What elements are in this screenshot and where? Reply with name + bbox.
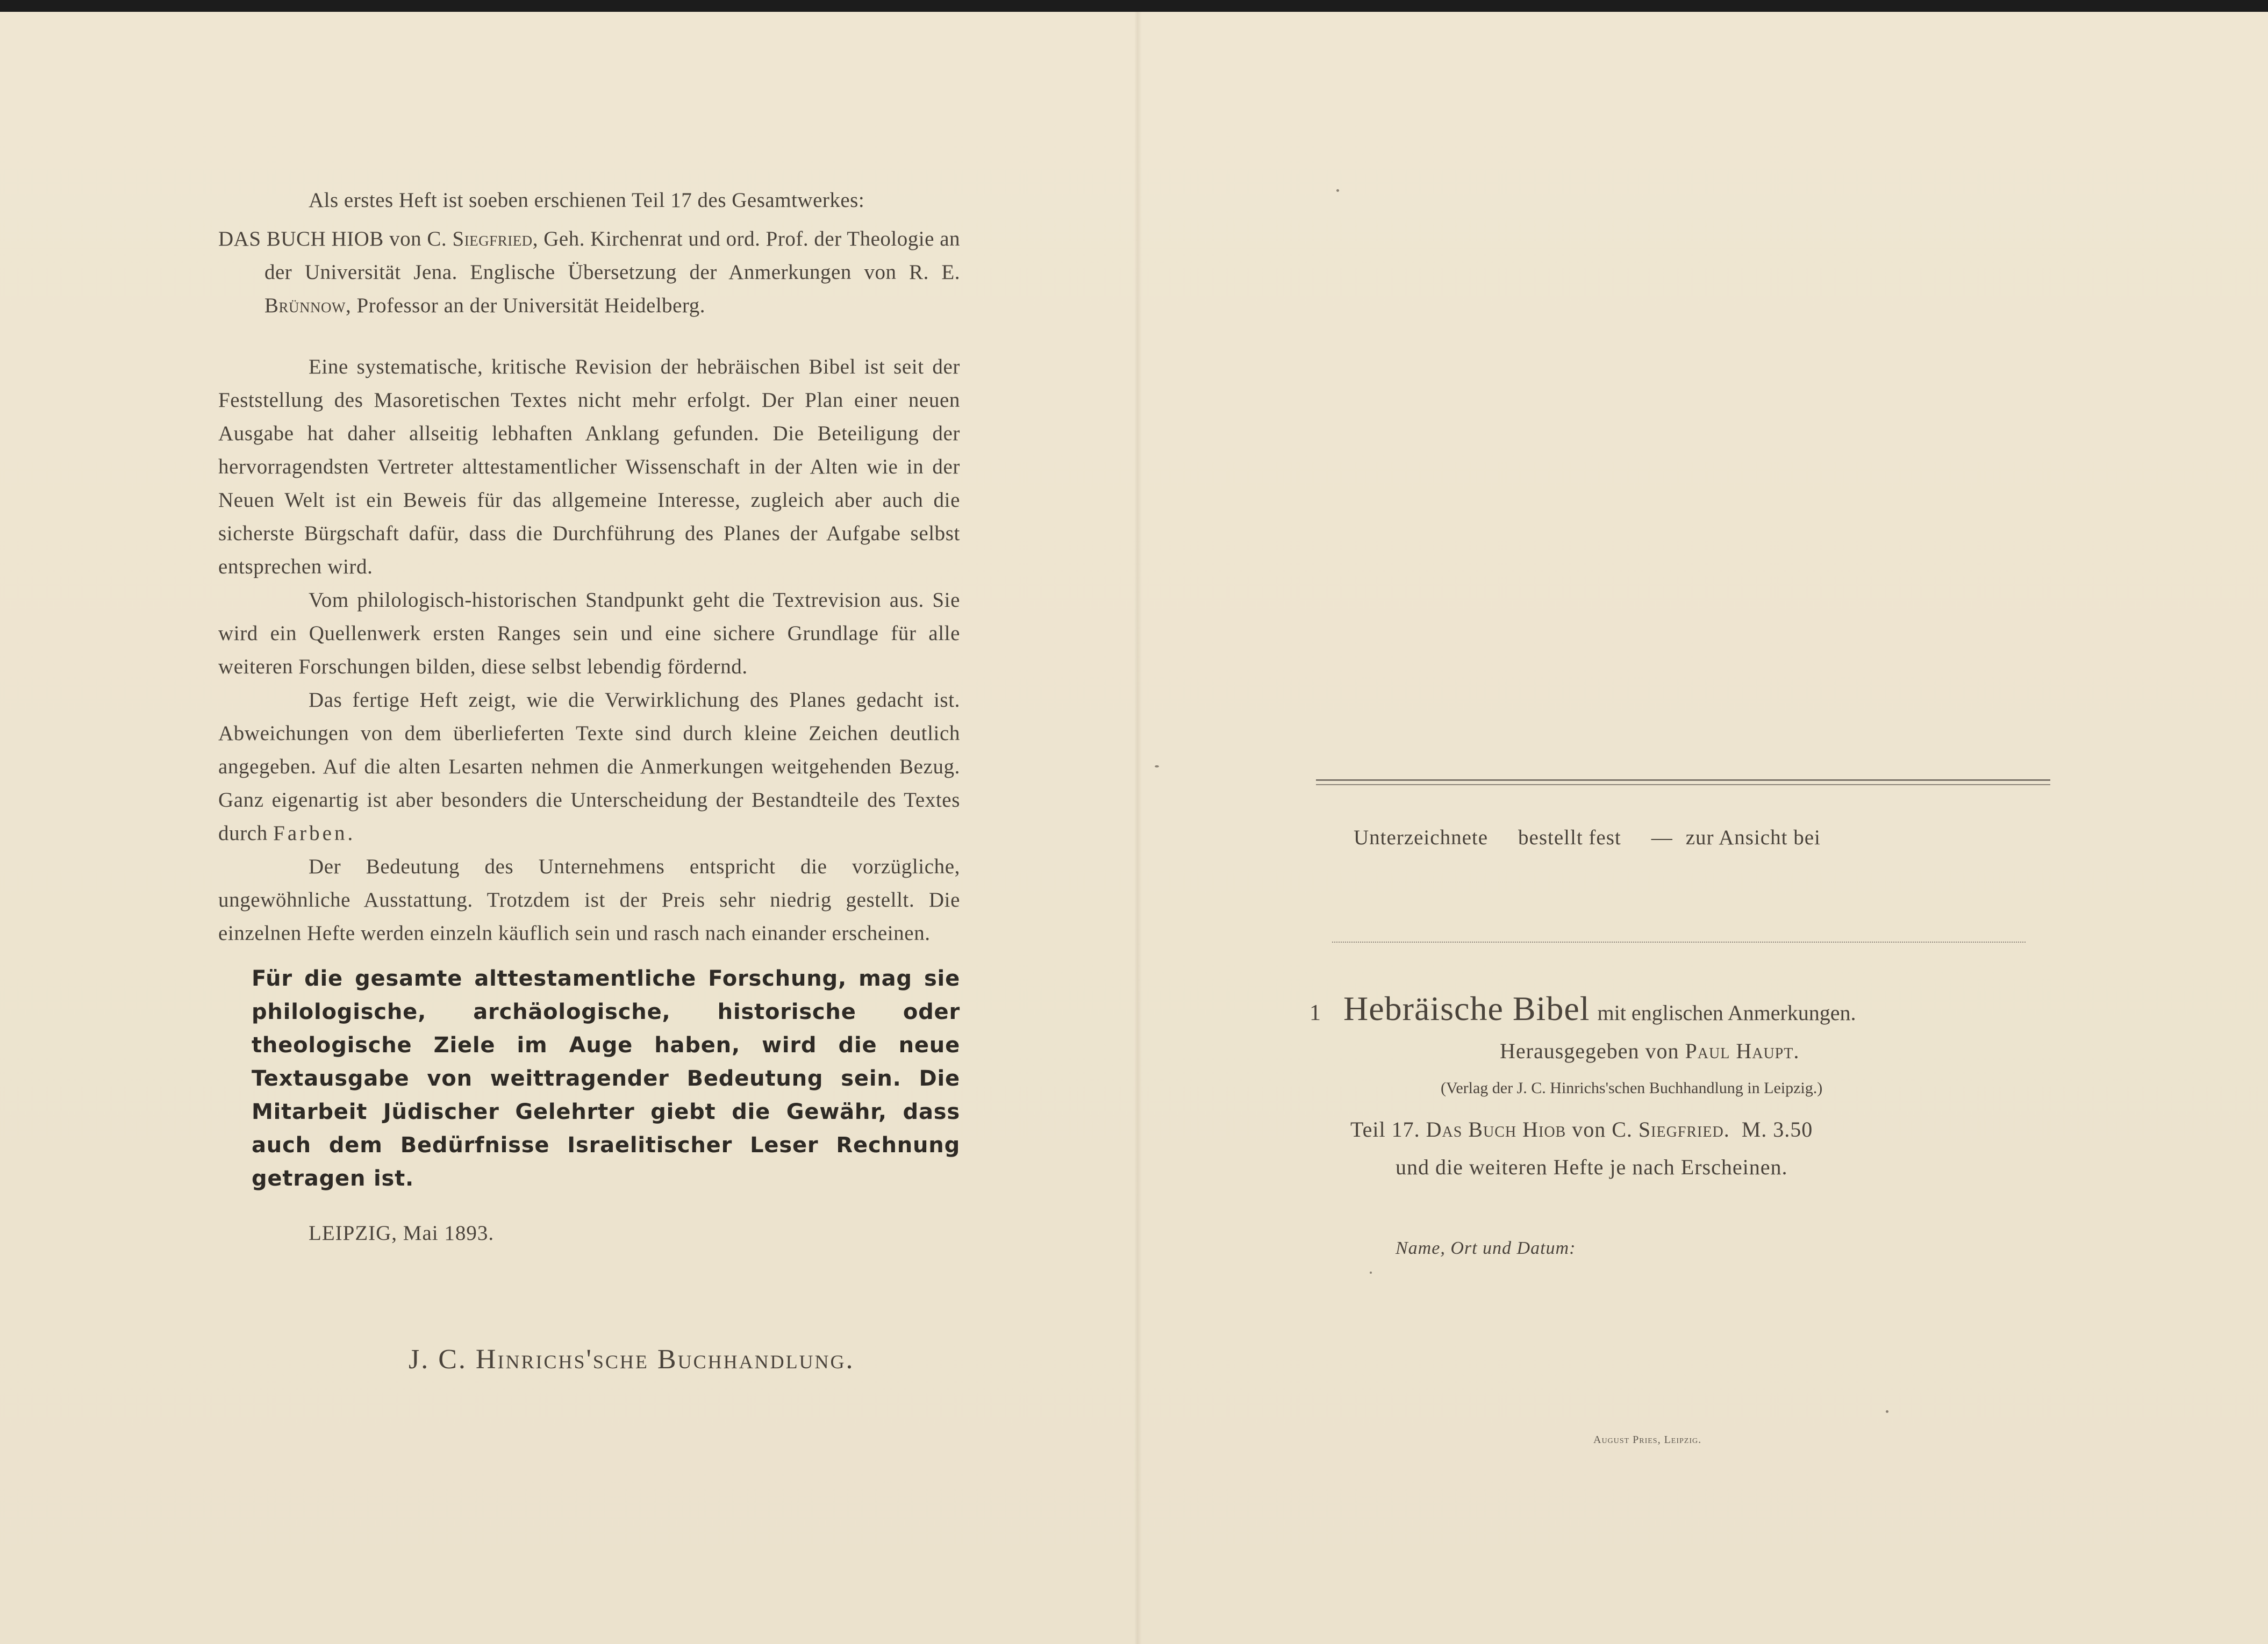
teil-prefix: Teil 17. xyxy=(1350,1117,1420,1142)
dotted-rule xyxy=(1332,942,2026,943)
teil-author: Siegfried. xyxy=(1638,1117,1730,1142)
editor-line xyxy=(1500,1038,1799,1064)
entry-author: Siegfried xyxy=(452,227,533,250)
bible-line xyxy=(1310,989,1856,1029)
paper-speck xyxy=(1886,1410,1888,1413)
printer-imprint: August Pries, Leipzig. xyxy=(1593,1434,1702,1446)
paragraph-revision: Eine systematische, kritische Revision der hebräischen Bibel ist seit der Feststellung des Masoretischen Textes nicht mehr erfolgt. Der Plan einer neuen Ausgabe hat daher allseitig lebhaften Anklang gefunden. Die Beteiligung der hervorragendsten Vertreter alttestamentlicher Wissenschaft in der Alten wie in der Neuen Welt ist ein Beweis für das allgemeine Interesse, zugleich aber auch die sicherste Bürgschaft dafür, dass die Durchführung des Planes der Aufgabe selbst entsprechen wird. xyxy=(218,355,960,578)
teil-title: Das Buch Hiob xyxy=(1426,1117,1566,1142)
teil-line xyxy=(1350,1117,1813,1142)
paragraph-colors-end: . xyxy=(347,822,353,845)
editor-prefix: Herausgegeben von xyxy=(1500,1039,1679,1063)
paragraph-edition: Der Bedeutung des Unternehmens entspricht die vorzügliche, ungewöhnliche Ausstattung. Trotzdem ist der Preis sehr niedrig gestellt. Die einzelnen Hefte werden einzeln käuflich sein und rasch nach einander erscheinen. xyxy=(218,855,960,945)
farben-word: Farben xyxy=(273,822,348,845)
bold-statement: Für die gesamte alttestamentliche Forschung, mag sie philologische, archäologische, historische oder theologische Ziele im Auge haben, wird die neue Textausgabe von weittragender Bedeutung sein. Die Mitarbeit Jüdischer Gelehrter giebt die Gewähr, dass auch dem Bedürfnisse Israelitischer Leser Rechnung getragen ist. xyxy=(252,966,960,1191)
entry-affiliation: , Professor an der Universität Heidelberg. xyxy=(346,294,706,317)
left-page xyxy=(218,184,960,1250)
paper-speck xyxy=(1336,189,1339,192)
further-issues: und die weiteren Hefte je nach Erscheinen. xyxy=(1396,1155,1788,1179)
bible-title: Hebräische Bibel xyxy=(1343,989,1590,1028)
paper-sheet xyxy=(0,12,2268,1644)
order-word-signer: Unterzeichnete xyxy=(1354,826,1489,849)
double-rule xyxy=(1316,779,2050,785)
paragraph-standpoint: Vom philologisch-historischen Standpunkt geht die Textrevision aus. Sie wird ein Quellenwerk ersten Ranges sein und eine sichere Grundlage für alle weiteren Forschungen bilden, diese selbst lebendig fördernd. xyxy=(218,588,960,678)
paper-speck xyxy=(1370,1272,1372,1274)
place-date: LEIPZIG, Mai 1893. xyxy=(309,1222,495,1245)
teil-price: M. 3.50 xyxy=(1741,1117,1813,1142)
entry-translator: Brünnow xyxy=(264,294,346,317)
order-line xyxy=(1354,825,1821,850)
order-word-approval: zur Ansicht bei xyxy=(1685,826,1821,849)
intro-line: Als erstes Heft ist soeben erschienen Teil 17 des Gesamtwerkes: xyxy=(309,189,865,212)
paragraph-colors xyxy=(218,684,960,850)
quantity: 1 xyxy=(1310,1001,1321,1025)
signature-label: Name, Ort und Datum: xyxy=(1396,1238,1576,1258)
bible-subtitle: mit englischen Anmerkungen. xyxy=(1597,1001,1856,1025)
entry-title: DAS BUCH HIOB von C. xyxy=(218,227,447,250)
order-word-dash: — xyxy=(1651,826,1673,849)
paper-speck xyxy=(1155,765,1159,767)
teil-middle: von C. xyxy=(1572,1117,1633,1142)
publisher-firm: J. C. Hinrichs'sche Buchhandlung. xyxy=(409,1344,855,1375)
entry-details: , Geh. Kirchenrat und ord. Prof. der Theologie an der Universität Jena. Englische Übersetzung der Anmerkungen von R. E. xyxy=(264,227,961,284)
order-word-fixed: bestellt fest xyxy=(1518,826,1621,849)
paragraph-colors-text: Das fertige Heft zeigt, wie die Verwirklichung des Planes gedacht ist. Abweichungen von dem überlieferten Texte sind durch kleine Zeichen deutlich angegeben. Auf die alten Lesarten nehmen die Anmerkungen weitgehenden Bezug. Ganz eigenartig ist aber besonders die Unterscheidung der Bestandteile des Textes durch xyxy=(218,688,960,845)
publisher-line: (Verlag der J. C. Hinrichs'schen Buchhandlung in Leipzig.) xyxy=(1441,1079,1823,1097)
book-entry xyxy=(218,222,960,322)
editor-name: Paul Haupt. xyxy=(1685,1039,1800,1063)
